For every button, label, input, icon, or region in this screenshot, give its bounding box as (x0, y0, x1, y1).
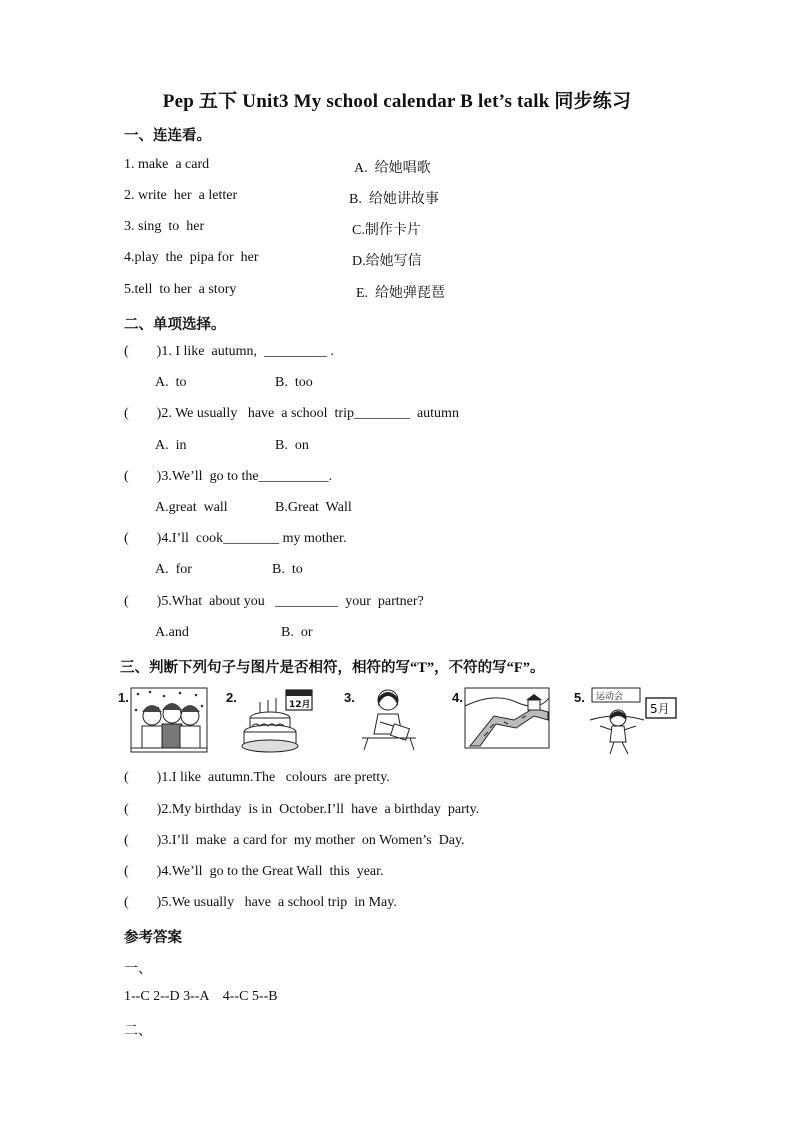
judge-sentence: ( )2.My birthday is in October.I’ll have a birthday party. (124, 802, 480, 817)
great-wall-picture (464, 686, 550, 750)
choice-option-b: B. too (275, 375, 313, 390)
answers-part-1: 1--C 2--D 3--A 4--C 5--B (124, 989, 278, 1004)
match-left-item: 5.tell to her a story (124, 282, 237, 297)
match-left-item: 4.play the pipa for her (124, 250, 259, 265)
match-left-item: 2. write her a letter (124, 188, 238, 203)
picture-number: 1. (118, 690, 129, 705)
sports-day-picture (586, 686, 682, 756)
choice-option-b: B. or (281, 625, 313, 640)
girl-writing-picture (356, 686, 422, 754)
match-right-item: B. 给她讲故事 (349, 192, 439, 207)
section-1-heading: 一、连连看。 (124, 128, 211, 144)
choice-question-stem: ( )1. I like autumn, _________ . (124, 344, 334, 359)
birthday-cake-picture (238, 686, 328, 758)
calendar-label: 12月 (289, 700, 311, 710)
choice-option-b: B. to (272, 562, 303, 577)
picture-row (118, 686, 678, 758)
snow-children-picture (130, 686, 208, 754)
choice-option-b: B. on (275, 438, 309, 453)
banner-label: 运动会 (596, 692, 624, 702)
match-right-item: C.制作卡片 (352, 223, 421, 238)
choice-option-a: A. to (155, 375, 187, 390)
choice-question-stem: ( )2. We usually have a school trip________ autumn (124, 406, 459, 421)
match-left-item: 1. make a card (124, 157, 210, 172)
section-2-heading: 二、单项选择。 (124, 317, 226, 333)
judge-sentence: ( )5.We usually have a school trip in May. (124, 895, 397, 910)
match-right-item: E. 给她弹琵琶 (356, 286, 446, 301)
page-title: Pep 五下 Unit3 My school calendar B let’s talk 同步练习 (162, 91, 632, 112)
picture-number: 3. (344, 690, 355, 705)
choice-question-stem: ( )3.We’ll go to the__________. (124, 469, 333, 484)
choice-question-stem: ( )4.I’ll cook________ my mother. (124, 531, 347, 546)
picture-number: 2. (226, 690, 237, 705)
choice-question-stem: ( )5.What about you _________ your partner? (124, 594, 424, 609)
answers-part-2-label: 二、 (124, 1024, 152, 1039)
choice-option-a: A.and (155, 625, 189, 640)
judge-sentence: ( )4.We’ll go to the Great Wall this year. (124, 864, 384, 879)
match-left-item: 3. sing to her (124, 219, 205, 234)
answers-heading: 参考答案 (124, 930, 182, 946)
match-right-item: D.给她写信 (352, 254, 422, 269)
choice-option-a: A.great wall (155, 500, 228, 515)
match-right-item: A. 给她唱歌 (354, 161, 431, 176)
choice-option-a: A. in (155, 438, 187, 453)
answers-part-1-label: 一、 (124, 962, 152, 977)
month-label: 5月 (650, 702, 670, 716)
picture-number: 5. (574, 690, 585, 705)
section-3-heading: 三、判断下列句子与图片是否相符，相符的写“T”，不符的写“F”。 (120, 660, 545, 676)
picture-number: 4. (452, 690, 463, 705)
choice-option-a: A. for (155, 562, 192, 577)
judge-sentence: ( )3.I’ll make a card for my mother on Women’s Day. (124, 833, 465, 848)
choice-option-b: B.Great Wall (275, 500, 352, 515)
judge-sentence: ( )1.I like autumn.The colours are pretty. (124, 770, 390, 785)
